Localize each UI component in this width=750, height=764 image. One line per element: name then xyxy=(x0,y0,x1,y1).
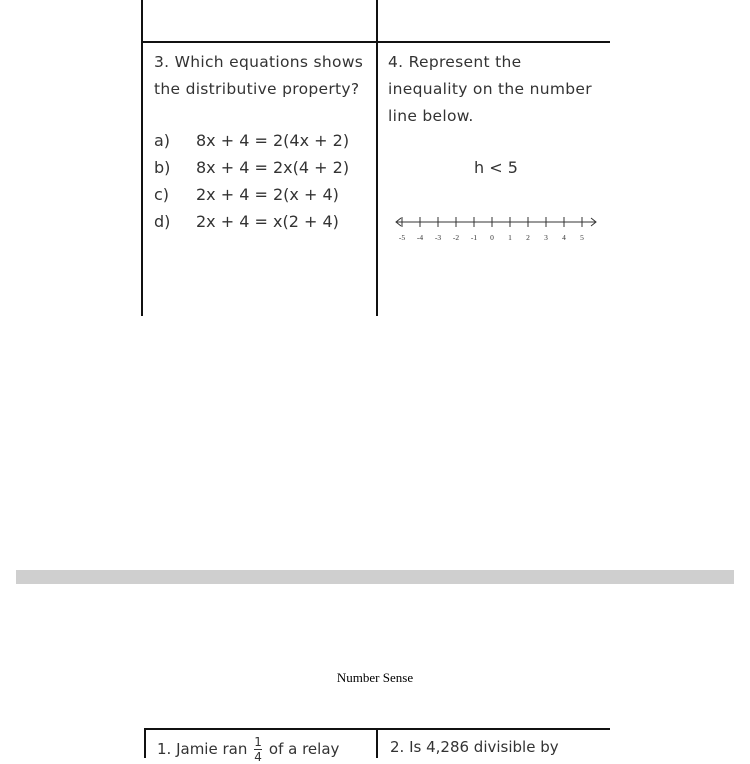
number-line-tick-label: 0 xyxy=(490,233,494,242)
question-4-line-2: inequality on the number xyxy=(388,80,592,98)
number-line-tick-label: 1 xyxy=(508,233,512,242)
number-line-tick-label: 2 xyxy=(526,233,530,242)
number-line-tick-label: 3 xyxy=(544,233,548,242)
number-line-tick-label: -5 xyxy=(398,233,406,242)
fraction xyxy=(254,736,262,763)
page-separator xyxy=(16,570,734,584)
choice-equation: 8x + 4 = 2(4x + 2) xyxy=(196,131,350,150)
fraction-denominator: 4 xyxy=(254,750,262,764)
question-4-line-3: line below. xyxy=(388,107,474,125)
inequality-text: h < 5 xyxy=(474,158,518,177)
choice-label: d) xyxy=(154,212,171,231)
number-line-tick-label: -2 xyxy=(452,233,460,242)
number-line-tick-label: -4 xyxy=(416,233,424,242)
choice-label: a) xyxy=(154,131,171,150)
page-2-question-2: 2. Is 4,286 divisible by xyxy=(390,738,559,756)
number-line-tick-label: 5 xyxy=(580,233,584,242)
choice-equation: 8x + 4 = 2x(4 + 2) xyxy=(196,158,350,177)
page-2-question-1 xyxy=(157,736,339,763)
number-line-tick-label: -3 xyxy=(434,233,442,242)
question-1-suffix: of a relay xyxy=(268,740,340,758)
table-row-divider xyxy=(141,41,610,43)
question-3-line-2: the distributive property? xyxy=(154,80,360,98)
question-3-text xyxy=(154,49,363,103)
section-title: Number Sense xyxy=(336,670,414,685)
table-left-border xyxy=(144,728,146,758)
document-page-1 xyxy=(16,0,734,570)
question-3-line-1: 3. Which equations shows xyxy=(154,53,364,71)
question-1-prefix: 1. Jamie ran xyxy=(157,740,248,758)
number-line-tick-label: -1 xyxy=(470,233,478,242)
fraction-numerator: 1 xyxy=(254,735,262,749)
table-middle-border xyxy=(376,0,378,316)
choice-equation: 2x + 4 = 2(x + 4) xyxy=(196,185,339,204)
choice-label: b) xyxy=(154,158,171,177)
document-page-2 xyxy=(16,584,734,764)
table-left-border xyxy=(141,0,143,316)
number-line-tick-label: 4 xyxy=(562,233,566,242)
choice-equation: 2x + 4 = x(2 + 4) xyxy=(196,212,339,231)
question-4-text xyxy=(388,49,592,130)
choice-label: c) xyxy=(154,185,170,204)
question-4-line-1: 4. Represent the xyxy=(388,53,522,71)
table-middle-border xyxy=(376,728,378,758)
number-line xyxy=(392,214,602,244)
